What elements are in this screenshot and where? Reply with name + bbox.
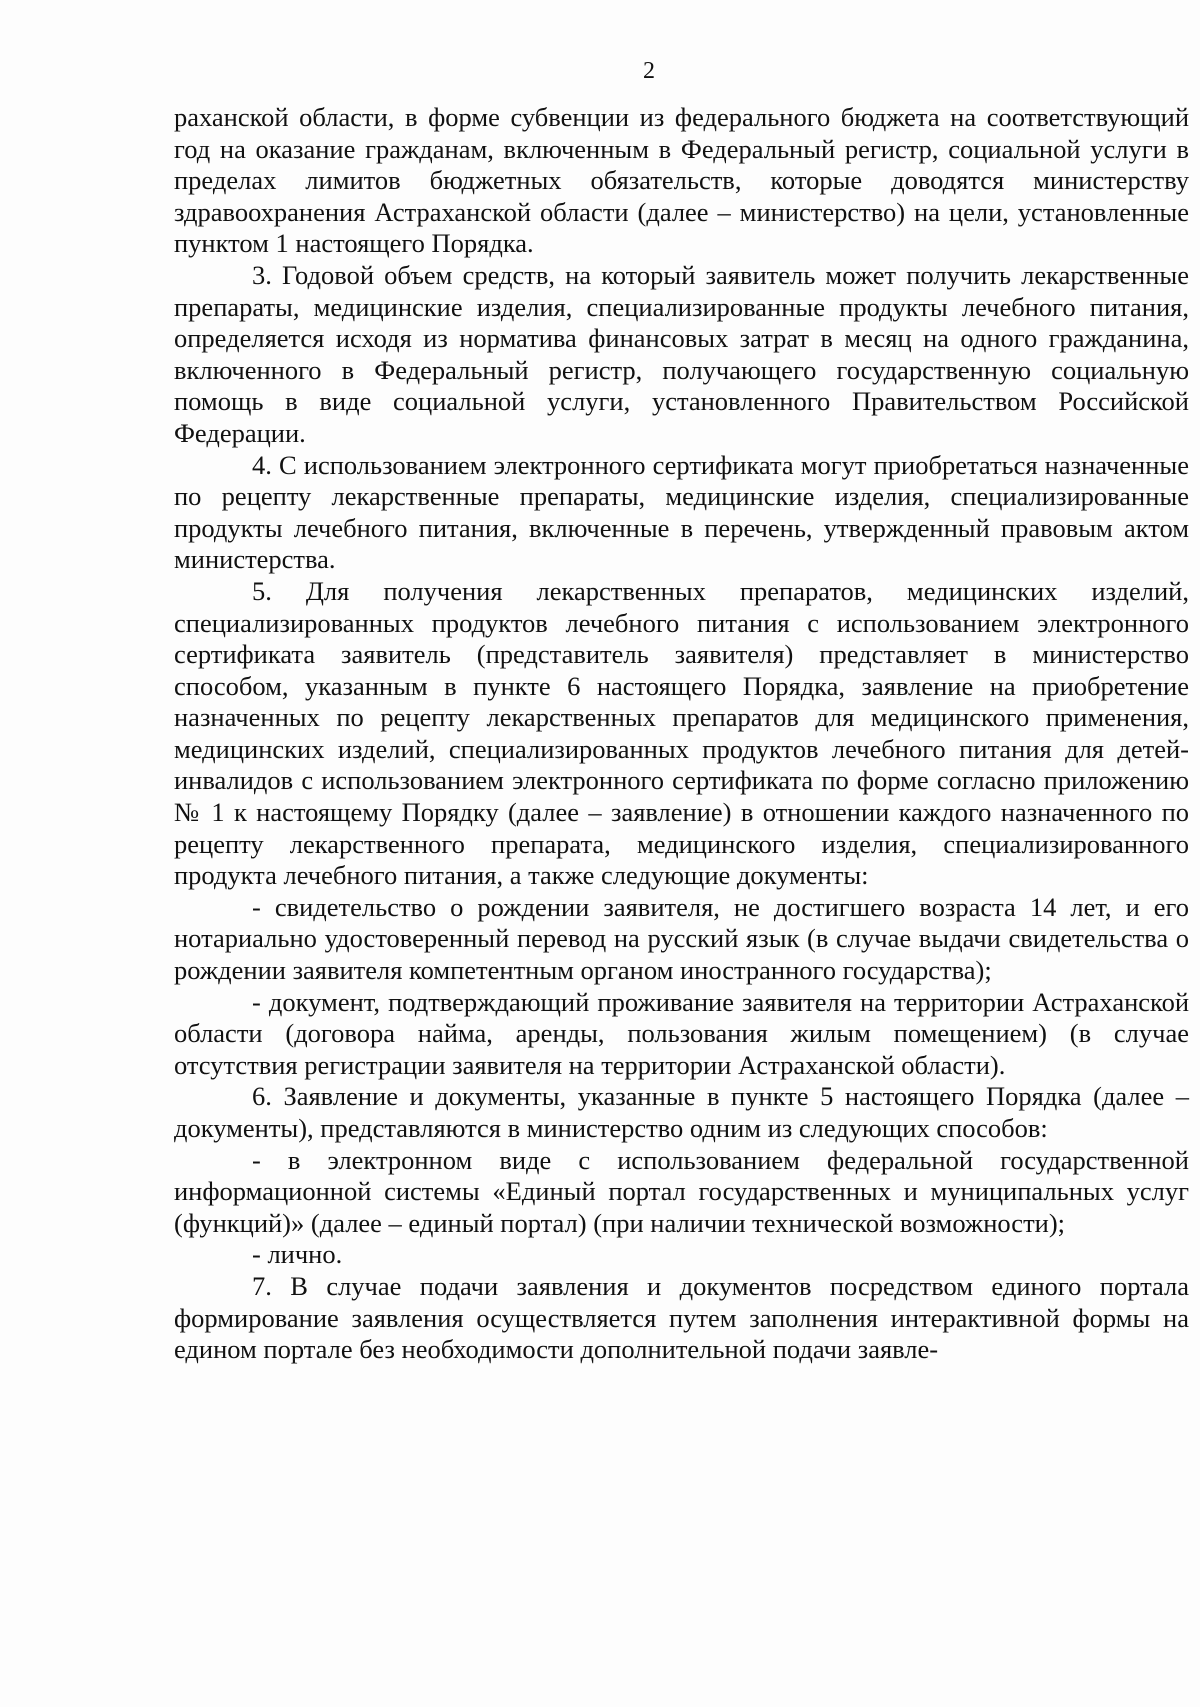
paragraph-5: 5. Для получения лекарственных препаратов, медицинских изделий, специализированных продуктов лечебного питания с использованием электронного сертификата заявитель (представитель заявителя) представляет в министерство способом, указанным в пункте 6 настоящего Порядка, заявление на приобретение назначенных по рецепту лекарственных препаратов для медицинского применения, медицинских изделий, специализированных продуктов лечебного питания для детей-инвалидов с использованием электронного сертификата по форме согласно приложению № 1 к настоящему Порядку (далее – заявление) в отношении каждого назначенного по рецепту лекарственного препарата, медицинского изделия, специализированного продукта лечебного питания, а также следующие документы: <box>174 575 1189 891</box>
paragraph-6: 6. Заявление и документы, указанные в пункте 5 настоящего Порядка (далее – документы), представляются в министерство одним из следующих способов: <box>174 1081 1189 1143</box>
list-item-electronic: - в электронном виде с использованием федеральной государственной информационной системы «Единый портал государственных и муниципальных услуг (функций)» (далее – единый портал) (при наличии технической возможности); <box>174 1144 1189 1238</box>
list-item-residence-document: - документ, подтверждающий проживание заявителя на территории Астраханской области (договора найма, аренды, пользования жилым помещением) (в случае отсутствия регистрации заявителя на территории Астраханской области). <box>174 986 1189 1080</box>
paragraph-continuation: раханской области, в форме субвенции из федерального бюджета на соответствующий год на оказание гражданам, включенным в Федеральный регистр, социальной услуги в пределах лимитов бюджетных обязательств, которые доводятся министерству здравоохранения Астраханской области (далее – министерство) на цели, установленные пунктом 1 настоящего Порядка. <box>174 102 1189 259</box>
document-body <box>174 102 1189 1366</box>
list-item-birth-certificate: - свидетельство о рождении заявителя, не достигшего возраста 14 лет, и его нотариально удостоверенный перевод на русский язык (в случае выдачи свидетельства о рождении заявителя компетентным органом иностранного государства); <box>174 891 1189 986</box>
list-item-in-person: - лично. <box>252 1239 343 1270</box>
paragraph-3: 3. Годовой объем средств, на который заявитель может получить лекарственные препараты, медицинские изделия, специализированные продукты лечебного питания, определяется исходя из норматива финансовых затрат в месяц на одного гражданина, включенного в Федеральный регистр, получающего государственную социальную помощь в виде социальной услуги, установленного Правительством Российской Федерации. <box>174 259 1189 448</box>
paragraph-4: 4. С использованием электронного сертификата могут приобретаться назначенные по рецепту лекарственные препараты, медицинские изделия, специализированные продукты лечебного питания, включенные в перечень, утвержденный правовым актом министерства. <box>174 449 1189 575</box>
page-number: 2 <box>643 58 655 84</box>
paragraph-7: 7. В случае подачи заявления и документов посредством единого портала формирование заявления осуществляется путем заполнения интерактивной формы на едином портале без необходимости дополнительной подачи заявле- <box>174 1270 1189 1365</box>
